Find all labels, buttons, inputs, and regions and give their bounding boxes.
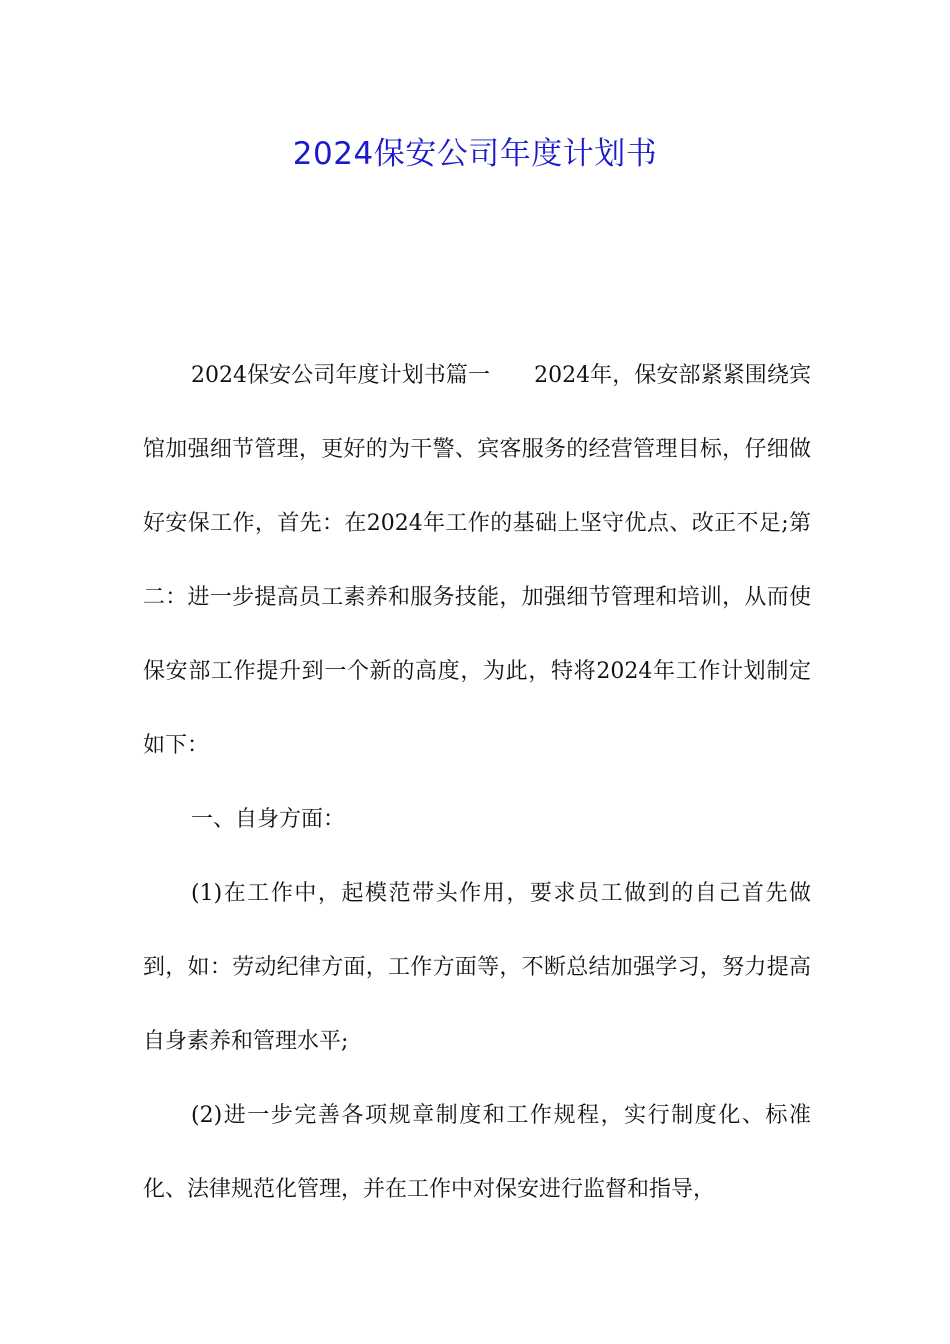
paragraph-section-heading: 一、自身方面： <box>191 807 346 832</box>
paragraph-item-1: (1)在工作中，起模范带头作用，要求员工做到的自己首先做到，如：劳动纪律方面，工作方面等，不断总结加强学习，努力提高自身素养和管理水平; <box>143 881 811 1054</box>
document-body <box>143 339 811 1227</box>
section-heading-inline: 2024保安公司年度计划书篇一 <box>191 363 491 388</box>
paragraph-item-2: (2)进一步完善各项规章制度和工作规程，实行制度化、标准化、法律规范化管理，并在工作中对保安进行监督和指导， <box>143 1103 811 1202</box>
document-title: 2024保安公司年度计划书 <box>292 136 658 172</box>
paragraph-text: 2024年，保安部紧紧围绕宾馆加强细节管理，更好的为干警、宾客服务的经营管理目标，仔细做好安保工作，首先：在2024年工作的基础上坚守优点、改正不足;第二：进一步提高员工素养和服务技能，加强细节管理和培训，从而使保安部工作提升到一个新的高度，为此，特将2024年工作计划制定如下： <box>143 363 811 758</box>
paragraph-intro <box>143 339 811 783</box>
